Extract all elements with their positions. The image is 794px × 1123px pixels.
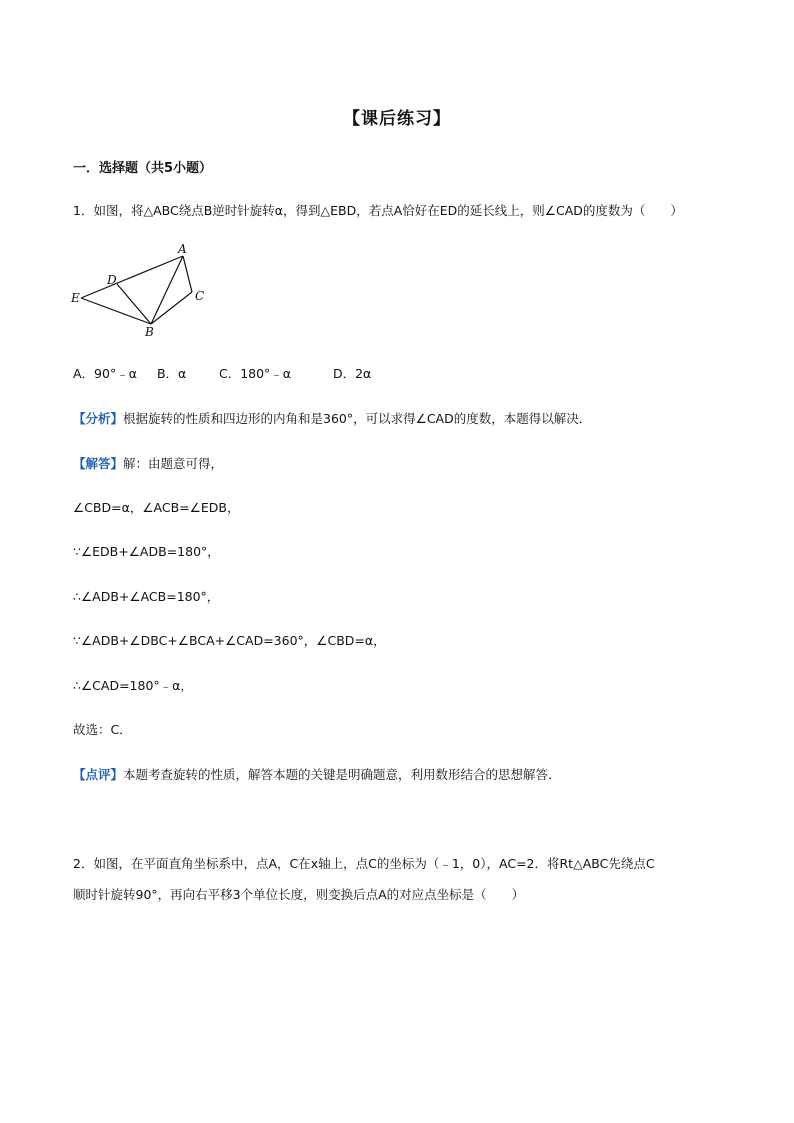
comment-tag: 【点评】 <box>73 767 124 782</box>
label-B: B <box>145 325 154 339</box>
segment-CB <box>151 292 192 324</box>
solution-step-4: ∵∠ADB+∠DBC+∠BCA+∠CAD=360°，∠CBD=α， <box>73 633 386 648</box>
option-d[interactable]: D．2α <box>332 366 372 381</box>
solution-step-2: ∵∠EDB+∠ADB=180°， <box>73 544 220 559</box>
analysis-text: 根据旋转的性质和四边形的内角和是360°，可以求得∠CAD的度数，本题得以解决． <box>123 411 592 426</box>
analysis-tag: 【分析】 <box>73 411 124 426</box>
solution-tag: 【解答】 <box>73 456 124 471</box>
solution-step-3: ∴∠ADB+∠ACB=180°， <box>73 589 220 604</box>
segment-AB <box>151 256 183 324</box>
q1-stem: 1．如图，将△ABC绕点B逆时针旋转α，得到△EBD，若点A恰好在ED的延长线上，则∠CAD的度数为（ ） <box>73 203 683 218</box>
q2-stem-line2: 顺时针旋转90°，再向右平移3个单位长度，则变换后点A的对应点坐标是（ ） <box>73 887 525 902</box>
section-heading: 一．选择题（共5小题） <box>73 161 213 176</box>
label-D: D <box>107 273 117 287</box>
q1-options <box>73 365 371 383</box>
option-a[interactable]: A．90°﹣α <box>73 366 137 381</box>
q1-solution-intro <box>73 455 223 473</box>
q1-comment <box>73 766 561 784</box>
label-C: C <box>195 289 205 303</box>
q1-triangle-figure <box>64 240 224 340</box>
option-b[interactable]: B．α <box>156 366 187 381</box>
q2-stem-line1: 2．如图，在平面直角坐标系中，点A，C在x轴上，点C的坐标为（﹣1，0），AC=2．将Rt△ABC先绕点C <box>73 856 655 871</box>
q1-answer: 故选：C． <box>73 722 132 737</box>
segment-AC <box>183 256 192 292</box>
option-c[interactable]: C．180°﹣α <box>218 366 292 381</box>
solution-intro-text: 解：由题意可得， <box>123 456 224 471</box>
label-A: A <box>178 242 187 256</box>
label-E: E <box>71 291 80 305</box>
segment-EA <box>81 256 183 298</box>
q1-analysis <box>73 410 591 428</box>
solution-step-5: ∴∠CAD=180°﹣α， <box>73 678 193 693</box>
comment-text: 本题考查旋转的性质，解答本题的关键是明确题意，利用数形结合的思想解答． <box>123 767 561 782</box>
page-title: 【课后练习】 <box>343 109 451 129</box>
solution-step-1: ∠CBD=α，∠ACB=∠EDB， <box>73 500 240 515</box>
